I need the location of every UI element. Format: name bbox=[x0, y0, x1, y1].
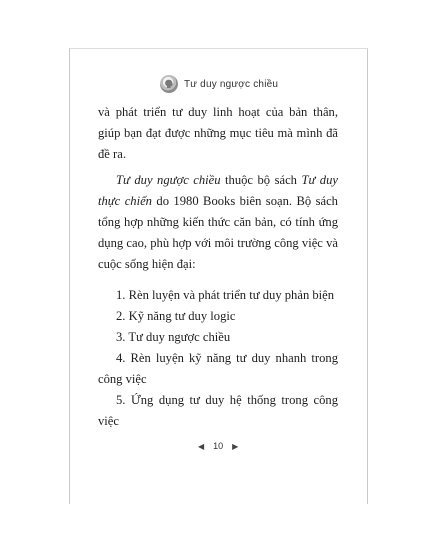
paragraph-2-text-1: thuộc bộ sách bbox=[220, 173, 302, 187]
triangle-left-icon: ◀ bbox=[198, 441, 205, 451]
header-title: Tư duy ngược chiều bbox=[184, 78, 279, 90]
list-item: 1. Rèn luyện và phát triển tư duy phản biện bbox=[116, 288, 335, 302]
list-item: 2. Kỹ năng tư duy logic bbox=[116, 309, 236, 323]
list-item: 5. Ứng dụng tư duy hệ thống trong công việc bbox=[98, 393, 338, 428]
paragraph-2-text-2: do 1980 Books biên soạn. Bộ sách tổng hợp những kiến thức căn bản, có tính ứng dụng cao, phù hợp với môi trường công việc và cuộc sống hiện đại: bbox=[98, 194, 338, 271]
triangle-right-icon: ▶ bbox=[232, 441, 239, 451]
head-profile-icon bbox=[160, 75, 178, 93]
book-title-italic: Tư duy ngược chiều bbox=[116, 173, 221, 187]
paragraph-1: và phát triển tư duy linh hoạt của bản thân, giúp bạn đạt được những mục tiêu mà mình đã đề ra. bbox=[98, 105, 338, 161]
body-text bbox=[98, 102, 338, 432]
paragraph-2 bbox=[98, 170, 338, 275]
list-item: 4. Rèn luyện kỹ năng tư duy nhanh trong công việc bbox=[98, 351, 338, 386]
running-header bbox=[160, 74, 278, 94]
series-title-italic: Tư duy thực chiến bbox=[98, 173, 338, 208]
page-number: 10 bbox=[213, 441, 224, 451]
page-footer bbox=[198, 441, 238, 451]
list-item: 3. Tư duy ngược chiều bbox=[116, 330, 231, 344]
book-list bbox=[98, 285, 338, 432]
